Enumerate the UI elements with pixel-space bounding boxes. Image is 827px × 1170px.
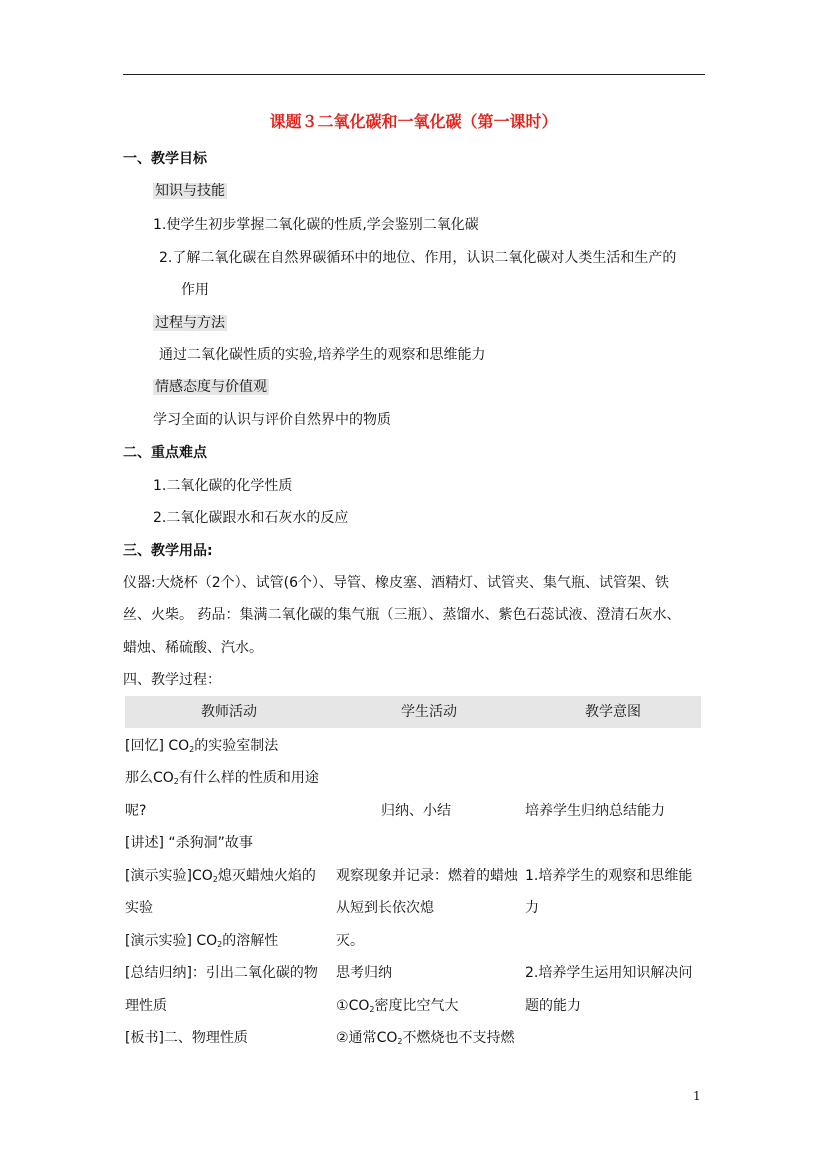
intent-cell-observe-skill: 1.培养学生的观察和思维能 <box>525 868 693 884</box>
objective-item-1: 1.使学生初步掌握二氧化碳的性质,学会鉴别二氧化碳 <box>153 217 479 233</box>
student-cell-think: 思考归纳 <box>336 965 392 981</box>
page-title: 课题３二氧化碳和一氧化碳（第一课时） <box>269 112 558 131</box>
keypoint-item-2: 2.二氧化碳跟水和石灰水的反应 <box>153 510 349 526</box>
subheading-knowledge: 知识与技能 <box>155 183 225 199</box>
objective-item-2-cont: 作用 <box>181 282 209 298</box>
teacher-cell-demo-1: [演示实验]$CO_2$熄灭蜡烛火焰的 <box>125 868 316 884</box>
student-cell-observe-end: 灭。 <box>336 933 364 949</box>
section-3-heading: 三、教学用品: <box>123 543 213 559</box>
intent-cell-apply-skill-cont: 题的能力 <box>525 998 581 1014</box>
page-number: 1 <box>693 1089 701 1103</box>
teacher-cell-summary-cont: 理性质 <box>125 998 167 1014</box>
student-cell-observe: 观察现象并记录：燃着的蜡烛 <box>336 868 518 884</box>
table-header-teacher: 教师活动 <box>201 704 257 720</box>
process-text: 通过二氧化碳性质的实验,培养学生的观察和思维能力 <box>159 347 486 363</box>
student-cell-summarize: 归纳、小结 <box>381 803 451 819</box>
teacher-cell-demo-1-cont: 实验 <box>125 900 153 916</box>
subheading-process: 过程与方法 <box>155 315 225 331</box>
student-cell-combustion: ②通常$CO_2$不燃烧也不支持燃 <box>336 1030 515 1046</box>
objective-item-2: 2.了解二氧化碳在自然界碳循环中的地位、作用，认识二氧化碳对人类生活和生产的 <box>159 250 677 266</box>
teacher-cell-question-cont: 呢? <box>125 803 147 819</box>
materials-line-1: 仪器:大烧杯（2个）、试管(6个）、导管、橡皮塞、酒精灯、试管夹、集气瓶、试管架、铁 <box>123 575 669 591</box>
student-cell-density: $①CO_2$密度比空气大 <box>336 998 459 1014</box>
table-header-student: 学生活动 <box>401 704 457 720</box>
table-header-intent: 教学意图 <box>585 704 641 720</box>
table-header-row <box>125 696 701 728</box>
teacher-cell-demo-2: [演示实验] $CO_2$的溶解性 <box>125 933 279 949</box>
teacher-cell-story: [讲述] “杀狗洞”故事 <box>125 835 253 851</box>
attitude-text: 学习全面的认识与评价自然界中的物质 <box>153 412 391 428</box>
intent-cell-apply-skill: 2.培养学生运用知识解决问 <box>525 965 693 981</box>
teacher-cell-question: 那么$CO_2$有什么样的性质和用途 <box>125 770 319 786</box>
materials-line-2: 丝、火柴。 药品：集满二氧化碳的集气瓶（三瓶）、蒸馏水、紫色石蕊试液、澄清石灰水、 <box>123 607 681 623</box>
teacher-cell-summary: [总结归纳]：引出二氧化碳的物 <box>125 965 318 981</box>
teacher-cell-board: [板书]二、物理性质 <box>125 1030 248 1046</box>
keypoint-item-1: 1.二氧化碳的化学性质 <box>153 478 293 494</box>
section-4-heading: 四、教学过程： <box>123 672 221 688</box>
section-2-heading: 二、重点难点 <box>123 445 207 461</box>
intent-cell-summary-skill: 培养学生归纳总结能力 <box>525 803 665 819</box>
section-1-heading: 一、教学目标 <box>123 151 207 167</box>
teacher-cell-recall: [回忆] $CO_2$的实验室制法 <box>125 738 279 754</box>
intent-cell-observe-skill-cont: 力 <box>525 900 539 916</box>
header-rule <box>123 74 705 75</box>
materials-line-3: 蜡烛、稀硫酸、汽水。 <box>123 640 263 656</box>
subheading-attitude: 情感态度与价值观 <box>155 379 267 395</box>
student-cell-observe-cont: 从短到长依次熄 <box>336 900 434 916</box>
